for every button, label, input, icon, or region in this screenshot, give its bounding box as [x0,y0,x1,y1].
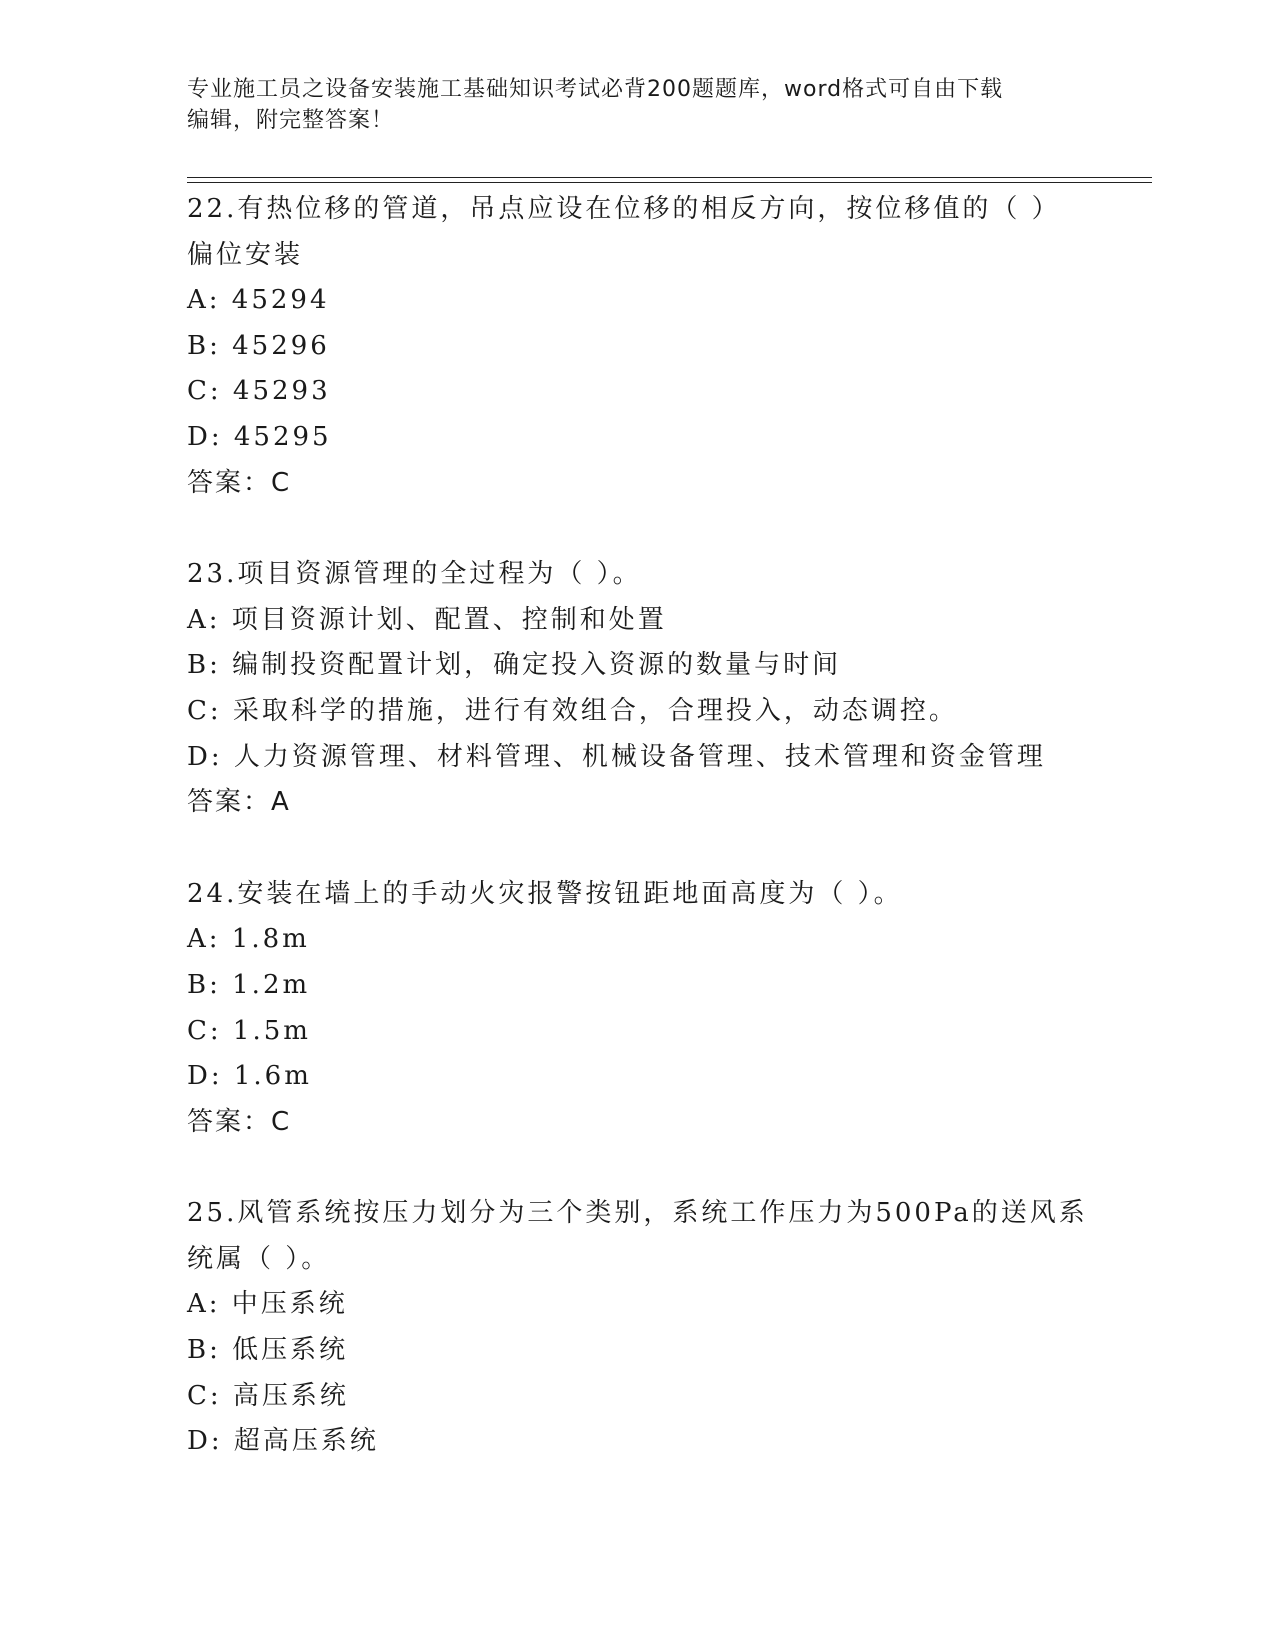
question-22 [187,187,1147,506]
question-stem: 25.风管系统按压力划分为三个类别，系统工作压力为500Pa的送风系 [187,1198,1088,1229]
option-b: B: 45296 [187,330,330,361]
option-a: A: 1.8m [187,924,310,955]
question-stem: 统属（ ）。 [187,1243,331,1274]
document-header [187,74,1067,136]
option-b: B: 1.2m [187,969,311,1000]
option-c: C: 高压系统 [187,1380,349,1411]
question-stem: 23.项目资源管理的全过程为（ ）。 [187,559,642,590]
answer: 答案：C [187,467,292,498]
question-list [187,187,1147,1465]
question-stem: 22.有热位移的管道，吊点应设在位移的相反方向，按位移值的（ ） [187,194,1061,224]
question-25 [187,1191,1147,1465]
option-a: A: 中压系统 [187,1289,348,1320]
question-stem: 24.安装在墙上的手动火灾报警按钮距地面高度为（ ）。 [187,878,903,909]
option-b: B: 编制投资配置计划，确定投入资源的数量与时间 [187,650,842,681]
option-d: D: 1.6m [187,1061,312,1092]
header-divider-bottom [187,182,1152,183]
question-24 [187,872,1147,1146]
answer: 答案：A [187,787,291,818]
option-c: C: 采取科学的措施，进行有效组合，合理投入，动态调控。 [187,695,958,726]
option-c: C: 45293 [187,376,331,407]
option-d: D: 超高压系统 [187,1426,379,1457]
option-d: D: 人力资源管理、材料管理、机械设备管理、技术管理和资金管理 [187,741,1046,772]
answer: 答案：C [187,1106,292,1137]
header-line-1: 专业施工员之设备安装施工基础知识考试必背200题题库，word格式可自由下载 [187,77,1004,102]
header-divider-top [187,177,1152,178]
option-a: A: 项目资源计划、配置、控制和处置 [187,604,667,635]
option-a: A: 45294 [187,285,330,316]
option-b: B: 低压系统 [187,1335,349,1366]
option-d: D: 45295 [187,421,332,452]
header-line-2: 编辑，附完整答案！ [187,108,395,133]
question-23 [187,552,1147,826]
option-c: C: 1.5m [187,1015,311,1046]
question-stem: 偏位安装 [187,239,304,270]
